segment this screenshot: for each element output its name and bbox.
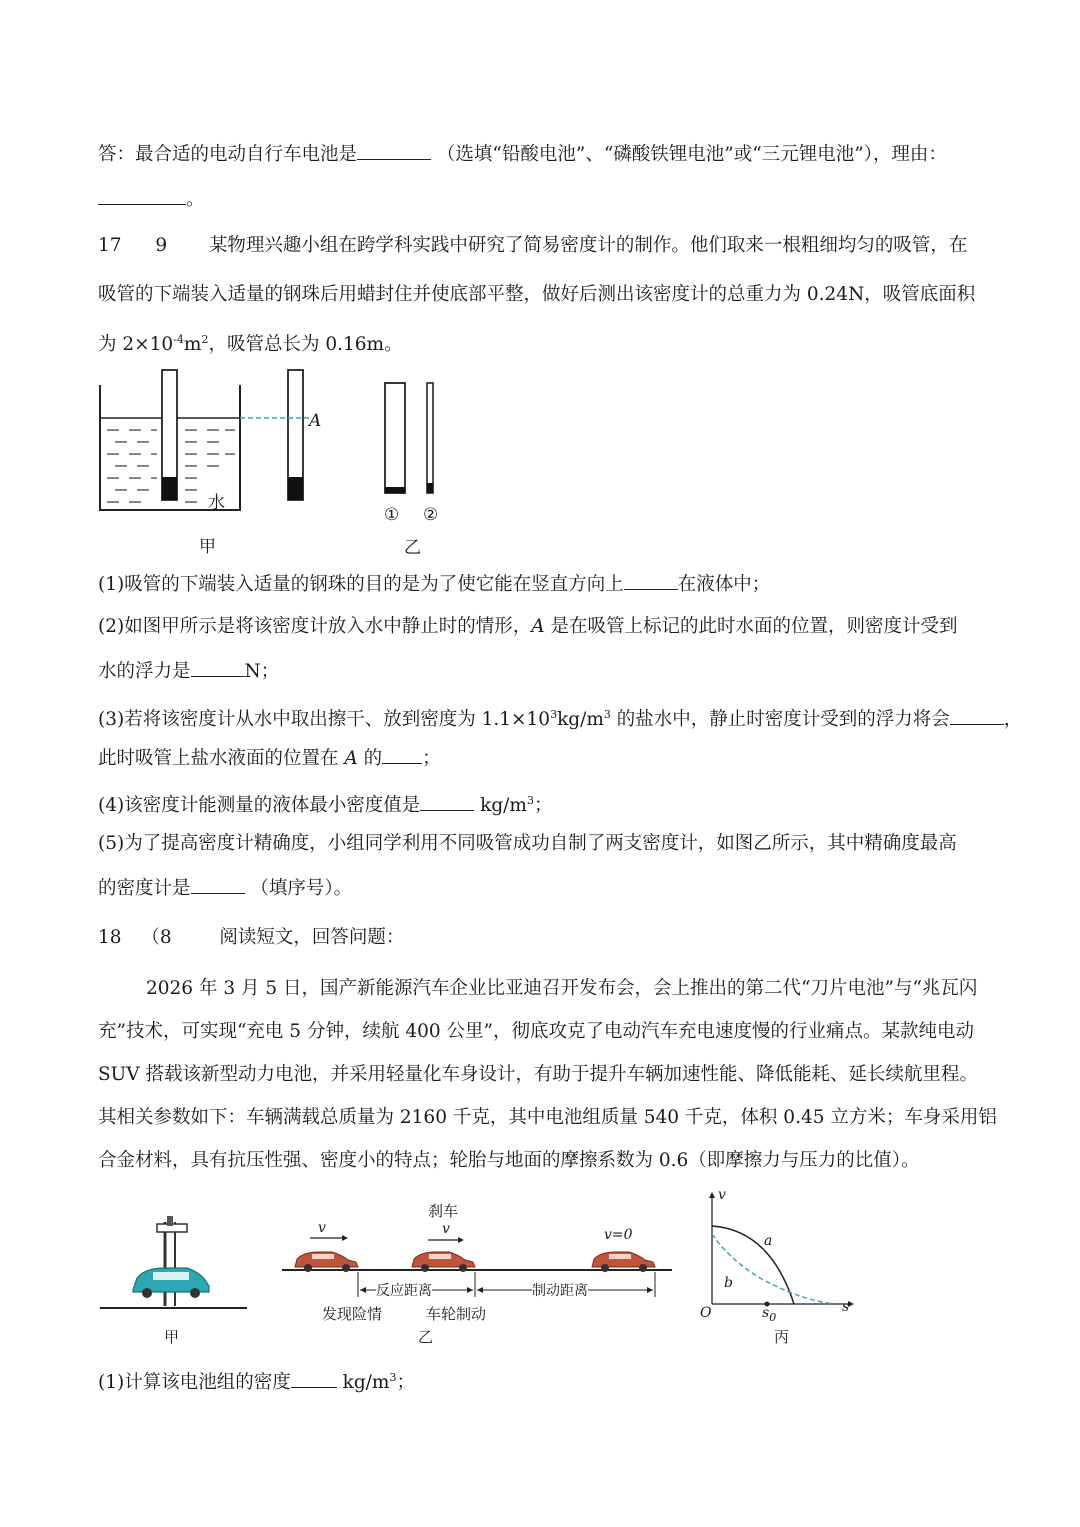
q17-unit: m (183, 334, 202, 356)
q17-intro-3a: 为 2×10 (98, 334, 174, 356)
q17-p4-exp: 3 (526, 794, 534, 807)
q17-p5-a: (5)为了提高密度计精确度，小组同学利用不同吸管成功自制了两支密度计，如图乙所示，其中精确度最高 (98, 833, 957, 854)
graph-O: O (700, 1305, 712, 1321)
steel-balls (162, 477, 177, 500)
graph-a: a (764, 1233, 773, 1249)
q17-p3-blank2[interactable] (382, 745, 422, 764)
q17-p5-blank[interactable] (191, 875, 245, 894)
q17-p2-line2 (98, 658, 279, 684)
graph-s0-sub: 0 (769, 1310, 777, 1324)
q17-p4 (98, 789, 552, 818)
straw-1 (385, 383, 405, 493)
reaction-label: 反应距离 (376, 1280, 432, 1300)
v-label-1: v (318, 1220, 326, 1236)
fig-jia-2: 甲 (164, 1328, 180, 1346)
q18-p1 (98, 1366, 415, 1395)
q18-p1-c: ； (396, 1372, 415, 1394)
q18-heading-line (98, 926, 404, 950)
label-water: 水 (208, 493, 225, 513)
q17-p2-blank[interactable] (191, 658, 245, 677)
q17-p2-d: N； (244, 661, 280, 682)
q17-score: 9 (155, 235, 168, 256)
q17-p2-A: A (531, 616, 545, 637)
reason-blank[interactable] (98, 186, 186, 205)
q18-heading: 阅读短文，回答问题： (219, 927, 405, 948)
q17-p1-blank[interactable] (624, 571, 678, 590)
answer-prefix: 答：最合适的电动自行车电池是 (98, 144, 358, 165)
q18-para-5: 合金材料，具有抗压性强、密度小的特点；轮胎与地面的摩擦系数为 0.6（即摩擦力与压力的比值）。 (98, 1150, 920, 1171)
label-jia: 甲 (199, 537, 216, 557)
q17-p1 (98, 571, 770, 597)
q17-p3-A: A (344, 748, 358, 769)
q18-p1-blank[interactable] (291, 1369, 337, 1388)
brake-label: 刹车 (428, 1202, 459, 1220)
q17-p3-blank[interactable] (950, 706, 1004, 725)
curve-b (712, 1234, 834, 1304)
vs-graph (700, 1190, 860, 1315)
q18-para-4: 其相关参数如下：车辆满载总质量为 2160 千克，其中电池组质量 540 千克，体积 0.45 立方米；车身采用铝 (98, 1107, 997, 1128)
answer-blank[interactable] (357, 141, 431, 160)
q17-p4-b: kg/m (480, 795, 527, 817)
graph-v: v (718, 1187, 726, 1203)
q17-p4-blank[interactable] (420, 792, 474, 811)
graph-s0-text: s (762, 1305, 770, 1321)
q17-intro-1: 某物理兴趣小组在跨学科实践中研究了简易密度计的制作。他们取来一根粗细均匀的吸管，在 (208, 235, 968, 256)
q17-figure (95, 365, 455, 555)
q18-p1-a: (1)计算该电池组的密度 (98, 1372, 291, 1394)
q17-p3-g: ； (422, 748, 441, 769)
q17-line-1 (98, 234, 967, 258)
q17-p3-exp2: 3 (603, 708, 611, 721)
q18-para-3: SUV 搭载该新型动力电池，并采用轻量化车身设计，有助于提升车辆加速性能、降低能耗、延长续航里程。 (98, 1064, 979, 1085)
discover-label: 发现险情 (322, 1305, 383, 1323)
straw-2-balls (427, 483, 433, 493)
q17-p5-c: （填序号）。 (250, 878, 353, 899)
q18-score: （8 (141, 927, 172, 948)
q17-line-2 (98, 283, 975, 307)
q17-p3-b: kg/m (557, 709, 604, 731)
curve-a (712, 1226, 794, 1304)
q17-p5-b: 的密度计是 (98, 878, 191, 899)
q17-p2-c: 水的浮力是 (98, 661, 191, 682)
braking-label: 制动距离 (532, 1280, 588, 1300)
q17-p3-d: ， (1003, 709, 1023, 731)
wheel-label: 车轮制动 (426, 1305, 487, 1323)
q17-p2-text: (2)如图甲所示是将该密度计放入水中静止时的情形， (98, 616, 532, 637)
q17-p3-line2 (98, 745, 441, 771)
q18-p1-b: kg/m (342, 1372, 390, 1394)
q17-p2-text-b: 是在吸管上标记的此时水面的位置，则密度计受到 (544, 616, 958, 637)
q18-number: 18 (98, 927, 122, 948)
q18-para-2: 充”技术，可实现“充电 5 分钟，续航 400 公里”，彻底攻克了电动汽车充电速度慢的行业痛点。某款纯电动 (98, 1021, 974, 1042)
straw-1-balls (385, 487, 405, 493)
q18-para-1: 2026 年 3 月 5 日，国产新能源汽车企业比亚迪召开发布会，会上推出的第二代“刀片电池”与“兆瓦闪 (146, 978, 978, 999)
label-yi: 乙 (404, 538, 421, 558)
q18-p1-exp: 3 (389, 1371, 397, 1384)
answer-options: （选填“铅酸电池”、“磷酸铁锂电池”或“三元锂电池”），理由： (436, 144, 947, 165)
q17-p5-line2 (98, 875, 352, 901)
q17-number: 17 (98, 235, 122, 256)
q17-intro-2: 吸管的下端装入适量的钢珠后用蜡封住并使底部平整，做好后测出该密度计的总重力为 0.24N，吸管底面积 (98, 284, 976, 305)
fig-bing: 丙 (774, 1328, 790, 1346)
q17-p3-e: 此时吸管上盐水液面的位置在 (98, 748, 345, 769)
q17-intro-3c: ，吸管总长为 0.16m。 (208, 334, 403, 356)
answer-line (98, 141, 947, 167)
label-2: ② (423, 505, 439, 525)
label-A: A (309, 411, 322, 431)
fig-yi-2: 乙 (418, 1328, 434, 1346)
q17-line-3 (98, 328, 403, 357)
car-lift-figure (95, 1210, 255, 1320)
label-1: ① (384, 505, 400, 525)
graph-s0 (762, 1305, 776, 1324)
q17-p3-exp: 3 (550, 708, 558, 721)
v-label-2: v (442, 1221, 450, 1237)
q17-p1-end: 在液体中； (677, 574, 771, 595)
q17-p1-text: (1)吸管的下端装入适量的钢珠的目的是为了使它能在竖直方向上 (98, 574, 624, 595)
q17-p3-f: 的 (357, 748, 383, 769)
q17-exp: -4 (173, 333, 184, 346)
v0-label: v=0 (604, 1227, 633, 1243)
answer-reason-line (98, 186, 205, 212)
q17-p5 (98, 832, 957, 856)
straw-2 (427, 383, 433, 493)
q17-p3 (98, 703, 1022, 732)
answer-end: 。 (186, 189, 205, 210)
q17-p4-a: (4)该密度计能测量的液体最小密度值是 (98, 795, 421, 817)
graph-s: s (842, 1299, 850, 1315)
q17-p3-a: (3)若将该密度计从水中取出擦干、放到密度为 1.1×10 (98, 709, 551, 731)
q17-p2 (98, 615, 957, 639)
q17-p3-c: 的盐水中，静止时密度计受到的浮力将会 (610, 709, 950, 731)
q17-exp2: 2 (201, 333, 209, 346)
steel-balls-2 (288, 477, 303, 500)
q17-p4-c: ； (533, 795, 553, 817)
graph-b: b (724, 1275, 733, 1291)
